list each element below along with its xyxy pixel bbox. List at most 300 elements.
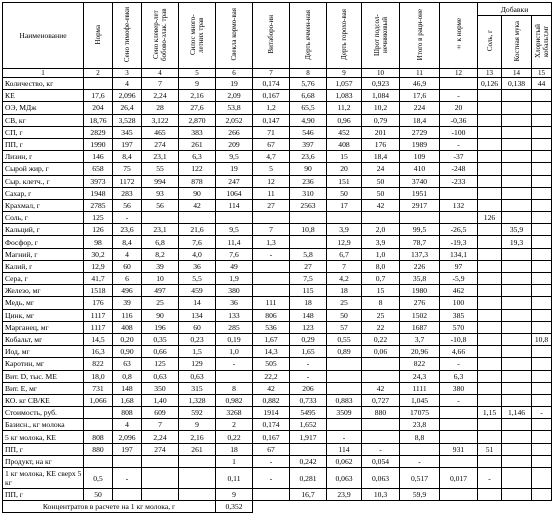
table-cell: 408 xyxy=(113,321,142,333)
table-cell xyxy=(84,407,113,419)
table-cell: 134 xyxy=(179,309,216,321)
table-cell: -10,8 xyxy=(440,333,478,345)
row-label: Сера, г xyxy=(3,273,84,285)
table-cell: 0,062 xyxy=(327,455,362,467)
table-cell: 7,6 xyxy=(179,236,216,248)
table-cell: 204 xyxy=(84,102,113,114)
table-cell: 196 xyxy=(142,321,179,333)
table-cell: 50 xyxy=(327,309,362,321)
table-cell: 4,7 xyxy=(253,151,290,163)
table-cell xyxy=(502,175,532,187)
table-row xyxy=(3,114,552,126)
table-cell xyxy=(502,212,532,224)
table-cell: 1951 xyxy=(400,187,440,199)
table-cell: 261 xyxy=(179,443,216,455)
table-cell: 4,66 xyxy=(440,346,478,358)
header-col: Свекла кормо-вая xyxy=(216,3,253,69)
table-cell: 18,76 xyxy=(84,114,113,126)
header-addition: Соль, г xyxy=(478,16,502,69)
table-cell: 125 xyxy=(142,358,179,370)
table-row xyxy=(3,187,552,199)
table-cell: 0,55 xyxy=(327,333,362,345)
table-cell xyxy=(532,285,552,297)
table-row xyxy=(3,260,552,272)
table-cell: 570 xyxy=(440,321,478,333)
table-row xyxy=(3,358,552,370)
table-cell: 71 xyxy=(253,126,290,138)
table-cell: 115 xyxy=(290,285,327,297)
table-cell xyxy=(532,358,552,370)
table-cell: 0,11 xyxy=(216,468,253,489)
table-cell: 1117 xyxy=(84,309,113,321)
table-cell xyxy=(502,309,532,321)
table-cell: 148 xyxy=(290,309,327,321)
table-cell: 8 xyxy=(216,382,253,394)
table-cell: 6,3 xyxy=(179,151,216,163)
table-cell: 2,0 xyxy=(362,224,400,236)
table-cell: 0,20 xyxy=(113,333,142,345)
table-cell xyxy=(532,212,552,224)
table-row xyxy=(3,175,552,187)
table-cell: 132 xyxy=(440,199,478,211)
table-cell: 1,68 xyxy=(113,394,142,406)
table-cell xyxy=(532,199,552,211)
table-cell xyxy=(478,90,502,102)
table-cell xyxy=(142,455,179,467)
table-cell: 18 xyxy=(216,443,253,455)
column-number: 9 xyxy=(327,69,362,78)
table-cell: 97 xyxy=(440,260,478,272)
table-cell xyxy=(478,297,502,309)
table-cell: 1,9 xyxy=(216,273,253,285)
table-cell: 1948 xyxy=(84,187,113,199)
table-cell xyxy=(478,489,502,501)
column-number: 1 xyxy=(3,69,84,78)
table-cell: 116 xyxy=(113,309,142,321)
table-cell: 0,063 xyxy=(362,468,400,489)
table-cell: 0,126 xyxy=(478,78,502,90)
table-cell: - xyxy=(440,394,478,406)
table-cell: 5,8 xyxy=(290,248,327,260)
table-cell: 8,4 xyxy=(113,151,142,163)
table-cell: 36 xyxy=(179,260,216,272)
table-body xyxy=(3,78,552,513)
table-cell: 0,19 xyxy=(216,333,253,345)
table-row xyxy=(3,273,552,285)
table-cell: 17,6 xyxy=(400,90,440,102)
table-cell xyxy=(478,187,502,199)
table-cell: 5 xyxy=(253,163,290,175)
column-numbers xyxy=(3,69,552,78)
table-cell: 46,9 xyxy=(400,78,440,90)
table-cell: 209 xyxy=(216,138,253,150)
table-row xyxy=(3,236,552,248)
table-cell: 546 xyxy=(290,126,327,138)
table-cell: 56 xyxy=(113,199,142,211)
table-cell xyxy=(216,212,253,224)
table-cell: 22,2 xyxy=(253,370,290,382)
row-label: Калий, г xyxy=(3,260,84,272)
table-cell xyxy=(290,443,327,455)
table-cell: 93 xyxy=(142,187,179,199)
table-cell xyxy=(502,138,532,150)
table-cell: 0,90 xyxy=(113,346,142,358)
table-cell: 0,5 xyxy=(84,468,113,489)
table-row xyxy=(3,489,552,501)
row-label: Марганец, мг xyxy=(3,321,84,333)
table-cell: -26,5 xyxy=(440,224,478,236)
table-cell: 23,9 xyxy=(327,489,362,501)
table-cell: - xyxy=(253,248,290,260)
table-row xyxy=(3,199,552,211)
header-addition: Хлористый кобальт,мг xyxy=(532,16,552,69)
table-cell: 7,5 xyxy=(290,273,327,285)
table-cell xyxy=(362,212,400,224)
table-cell xyxy=(327,382,362,394)
table-cell: -19,3 xyxy=(440,236,478,248)
table-cell: 496 xyxy=(113,285,142,297)
table-cell: 0,883 xyxy=(327,394,362,406)
table-cell xyxy=(532,224,552,236)
table-cell: 8,0 xyxy=(362,260,400,272)
table-cell: 123 xyxy=(290,321,327,333)
table-cell xyxy=(532,187,552,199)
table-cell xyxy=(478,321,502,333)
header-col: Сено тимофе-евки xyxy=(113,3,142,69)
table-cell: -248 xyxy=(440,163,478,175)
table-cell: 0,174 xyxy=(253,419,290,431)
header-col: Дерть горохо-вая xyxy=(327,3,362,69)
column-number: 7 xyxy=(253,69,290,78)
table-cell: 151 xyxy=(327,175,362,187)
table-cell: 0,054 xyxy=(362,455,400,467)
table-cell xyxy=(253,489,290,501)
table-cell: 505 xyxy=(253,358,290,370)
table-cell: - xyxy=(362,443,400,455)
table-cell: 133 xyxy=(216,309,253,321)
column-number: 8 xyxy=(290,69,327,78)
table-cell: 0,727 xyxy=(362,394,400,406)
row-label: ОЭ, МДж xyxy=(3,102,84,114)
table-row xyxy=(3,309,552,321)
table-cell: 122 xyxy=(179,163,216,175)
table-cell xyxy=(502,443,532,455)
column-number: 2 xyxy=(84,69,113,78)
table-cell xyxy=(478,370,502,382)
footer-row xyxy=(3,501,552,513)
table-cell: 1,2 xyxy=(253,102,290,114)
table-cell: 10,3 xyxy=(362,489,400,501)
table-cell: 10,8 xyxy=(532,333,552,345)
table-cell: 1989 xyxy=(400,138,440,150)
table-cell xyxy=(400,443,440,455)
table-cell: 274 xyxy=(142,443,179,455)
table-cell: 9,5 xyxy=(216,151,253,163)
table-cell: 26,4 xyxy=(113,102,142,114)
table-cell: 1502 xyxy=(400,309,440,321)
table-cell xyxy=(478,346,502,358)
table-cell: 10,2 xyxy=(362,102,400,114)
column-number: 11 xyxy=(400,69,440,78)
header-additions: Добавки xyxy=(478,3,552,16)
row-label: Соль, г xyxy=(3,212,84,224)
table-cell: 224 xyxy=(400,102,440,114)
table-cell: - xyxy=(440,90,478,102)
table-cell: -5,9 xyxy=(440,273,478,285)
table-cell: 1,65 xyxy=(290,346,327,358)
table-cell xyxy=(532,394,552,406)
table-row xyxy=(3,321,552,333)
table-cell: 1,057 xyxy=(327,78,362,90)
table-cell: 9 xyxy=(179,419,216,431)
table-cell xyxy=(502,151,532,163)
table-cell xyxy=(362,431,400,443)
table-cell: 0,63 xyxy=(179,370,216,382)
table-cell xyxy=(532,443,552,455)
table-cell xyxy=(502,273,532,285)
table-cell: 137,3 xyxy=(400,248,440,260)
table-cell: 1,917 xyxy=(290,431,327,443)
row-label: Медь, мг xyxy=(3,297,84,309)
table-cell xyxy=(362,419,400,431)
table-cell: 1,328 xyxy=(179,394,216,406)
table-cell: 65,5 xyxy=(290,102,327,114)
table-cell xyxy=(478,151,502,163)
table-cell xyxy=(327,212,362,224)
table-cell xyxy=(532,273,552,285)
table-cell: 14,3 xyxy=(253,346,290,358)
table-cell: 4 xyxy=(113,248,142,260)
table-cell: 822 xyxy=(400,358,440,370)
table-cell xyxy=(502,114,532,126)
table-cell: 1518 xyxy=(84,285,113,297)
table-cell: 19 xyxy=(216,163,253,175)
column-number: 13 xyxy=(478,69,502,78)
table-cell: 18,0 xyxy=(84,370,113,382)
table-cell xyxy=(532,382,552,394)
table-cell: 5,5 xyxy=(179,273,216,285)
table-cell: 0,923 xyxy=(362,78,400,90)
row-label: ПП, г xyxy=(3,138,84,150)
table-cell: 63 xyxy=(113,358,142,370)
table-cell: 19 xyxy=(216,78,253,90)
table-cell: 50 xyxy=(362,187,400,199)
row-label: Лизин, г xyxy=(3,151,84,163)
ration-table xyxy=(2,2,552,513)
column-number: 5 xyxy=(179,69,216,78)
table-cell xyxy=(502,333,532,345)
table-cell: 25 xyxy=(142,297,179,309)
table-cell: 11 xyxy=(253,187,290,199)
table-cell xyxy=(532,455,552,467)
table-cell xyxy=(502,248,532,260)
table-row xyxy=(3,151,552,163)
table-cell: - xyxy=(253,468,290,489)
table-cell xyxy=(502,468,532,489)
header-col: Сено клевер-лет бобово-злак. трав xyxy=(142,3,179,69)
table-cell: 0,63 xyxy=(142,370,179,382)
header-col: ± к норме xyxy=(440,3,478,69)
table-cell: 17 xyxy=(327,199,362,211)
table-cell: 592 xyxy=(179,407,216,419)
table-cell xyxy=(440,78,478,90)
table-row xyxy=(3,102,552,114)
table-row xyxy=(3,394,552,406)
column-number: 14 xyxy=(502,69,532,78)
table-cell: 17075 xyxy=(400,407,440,419)
table-cell xyxy=(478,455,502,467)
table-cell xyxy=(532,260,552,272)
table-cell xyxy=(502,489,532,501)
table-cell: 23,1 xyxy=(142,224,179,236)
table-cell: 1,3 xyxy=(253,236,290,248)
table-cell: 16,3 xyxy=(84,346,113,358)
table-cell xyxy=(179,455,216,467)
table-cell: 931 xyxy=(440,443,478,455)
table-cell xyxy=(478,126,502,138)
table-cell: 1980 xyxy=(400,285,440,297)
row-label: Базисн., кг молока xyxy=(3,419,84,431)
table-cell: 658 xyxy=(84,163,113,175)
table-cell: 1914 xyxy=(253,407,290,419)
row-label: КЕ xyxy=(3,90,84,102)
header-col: Силос много-летних трав xyxy=(179,3,216,69)
table-cell: 2,16 xyxy=(179,90,216,102)
table-cell: 20 xyxy=(440,102,478,114)
table-cell: 1172 xyxy=(113,175,142,187)
row-label: Сахар, г xyxy=(3,187,84,199)
table-cell: 274 xyxy=(142,138,179,150)
table-cell: 50 xyxy=(362,175,400,187)
table-cell: 42 xyxy=(179,199,216,211)
table-cell xyxy=(532,248,552,260)
table-cell xyxy=(532,370,552,382)
table-cell: 2,096 xyxy=(113,90,142,102)
table-cell: 0,174 xyxy=(253,78,290,90)
table-cell: 12,9 xyxy=(84,260,113,272)
table-cell: 0,22 xyxy=(362,333,400,345)
table-cell: - xyxy=(440,138,478,150)
table-cell: 4 xyxy=(113,78,142,90)
table-cell: 56 xyxy=(142,199,179,211)
table-cell: - xyxy=(400,455,440,467)
table-row xyxy=(3,138,552,150)
table-cell xyxy=(179,212,216,224)
table-cell: 25 xyxy=(327,297,362,309)
table-cell: 9 xyxy=(216,489,253,501)
table-cell: 126 xyxy=(84,224,113,236)
table-cell xyxy=(253,285,290,297)
table-cell: 3,7 xyxy=(400,333,440,345)
table-cell: 459 xyxy=(179,285,216,297)
table-cell xyxy=(362,370,400,382)
table-cell: 18,4 xyxy=(400,114,440,126)
table-cell: 114 xyxy=(216,199,253,211)
header-norma: Норма xyxy=(84,3,113,69)
table-cell: 9 xyxy=(179,78,216,90)
table-cell: 176 xyxy=(362,138,400,150)
row-label: Железо, мг xyxy=(3,285,84,297)
table-cell: - xyxy=(290,370,327,382)
table-cell: - xyxy=(478,468,502,489)
table-cell: 15 xyxy=(362,285,400,297)
table-cell: 20,96 xyxy=(400,346,440,358)
table-cell: 6,8 xyxy=(142,236,179,248)
row-label: 5 кг молока, КЕ xyxy=(3,431,84,443)
table-cell xyxy=(440,431,478,443)
table-cell: 266 xyxy=(216,126,253,138)
table-cell: 206 xyxy=(290,382,327,394)
table-cell: 90 xyxy=(290,163,327,175)
table-cell xyxy=(440,187,478,199)
table-cell xyxy=(502,163,532,175)
table-cell: 35,8 xyxy=(400,273,440,285)
table-cell: 11,4 xyxy=(216,236,253,248)
table-cell: 28 xyxy=(142,102,179,114)
table-cell: 23,8 xyxy=(400,419,440,431)
table-cell: 17,6 xyxy=(84,90,113,102)
table-cell xyxy=(327,370,362,382)
table-cell xyxy=(440,212,478,224)
table-cell xyxy=(502,346,532,358)
table-cell: 397 xyxy=(290,138,327,150)
table-cell: 1117 xyxy=(84,321,113,333)
table-cell: 0,147 xyxy=(253,114,290,126)
table-cell: 114 xyxy=(327,443,362,455)
table-cell xyxy=(179,489,216,501)
row-label: 1 кг молока, КЕ сверх 5 кг xyxy=(3,468,84,489)
table-cell: 75 xyxy=(113,163,142,175)
table-cell: 0,017 xyxy=(440,468,478,489)
table-cell xyxy=(532,90,552,102)
table-cell: -100 xyxy=(440,126,478,138)
table-cell xyxy=(179,468,216,489)
table-cell: 7 xyxy=(253,224,290,236)
table-cell xyxy=(478,431,502,443)
table-cell: 497 xyxy=(142,285,179,297)
table-cell: 880 xyxy=(84,443,113,455)
table-cell: 380 xyxy=(440,382,478,394)
table-cell: 880 xyxy=(362,407,400,419)
table-cell: 2,16 xyxy=(179,431,216,443)
table-cell: 1,084 xyxy=(362,90,400,102)
table-cell: 380 xyxy=(216,285,253,297)
table-cell: 350 xyxy=(142,382,179,394)
row-label: ПП, г xyxy=(3,489,84,501)
header-col: Витаборо-ин xyxy=(253,3,290,69)
table-cell: 2,052 xyxy=(216,114,253,126)
table-row xyxy=(3,407,552,419)
table-cell: 78,7 xyxy=(400,236,440,248)
table-cell: 23,1 xyxy=(142,151,179,163)
table-cell: 27,6 xyxy=(179,102,216,114)
table-cell: 100 xyxy=(440,297,478,309)
table-cell xyxy=(502,102,532,114)
footer-label: Концентратов в расчете на 1 кг молока, г xyxy=(3,501,216,513)
table-cell: 385 xyxy=(440,309,478,321)
table-cell: 24 xyxy=(362,163,400,175)
table-row xyxy=(3,382,552,394)
table-cell xyxy=(502,455,532,467)
table-cell xyxy=(478,419,502,431)
table-cell: 0,982 xyxy=(216,394,253,406)
table-cell xyxy=(502,126,532,138)
table-cell: 30,2 xyxy=(84,248,113,260)
footer-value: 0,352 xyxy=(216,501,253,513)
table-cell: 536 xyxy=(253,321,290,333)
row-label: Крахмал, г xyxy=(3,199,84,211)
table-cell: 125 xyxy=(84,212,113,224)
